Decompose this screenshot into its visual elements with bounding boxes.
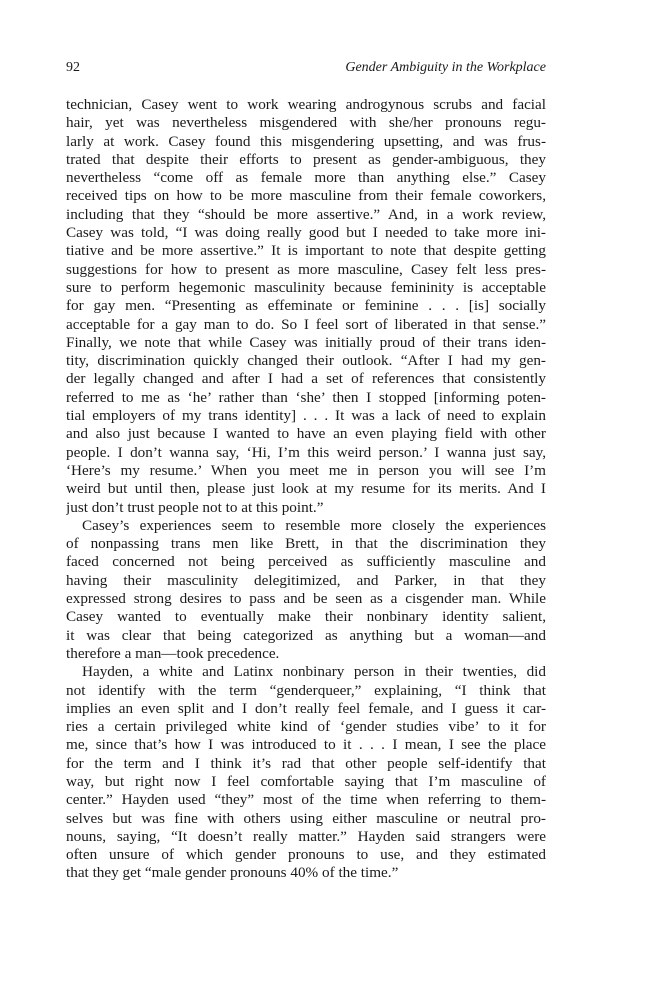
text-line: having their masculinity delegitimized, and Parker, in that they <box>66 571 546 589</box>
text-line: for the term and I think it’s rad that other people self-identify that <box>66 754 546 772</box>
text-line: expressed strong desires to pass and be seen as a cisgender man. While <box>66 590 546 608</box>
running-head: Gender Ambiguity in the Workplace <box>345 60 546 75</box>
text-line: sure to perform hegemonic masculinity because femininity is acceptable <box>66 278 546 296</box>
paragraph-start-line: Casey’s experiences seem to resemble more closely the experiences <box>82 516 546 534</box>
text-line: center.” Hayden used “they” most of the time when referring to them- <box>66 791 546 809</box>
text-line: just don’t trust people not to at this point.” <box>66 498 324 516</box>
text-line: suggestions for how to present as more masculine, Casey felt less pres- <box>66 260 546 278</box>
text-line: ries a certain privileged white kind of ‘gender studies vibe’ to it for <box>66 718 546 736</box>
text-line: trated that despite their efforts to present as gender-ambiguous, they <box>66 150 546 168</box>
page-header <box>66 60 546 80</box>
text-line: it was clear that being categorized as anything but a woman—and <box>66 626 546 644</box>
text-line: faced concerned not being perceived as sufficiently masculine and <box>66 553 546 571</box>
text-line: tiative and be more assertive.” It is important to note that despite getting <box>66 242 546 260</box>
text-line: nevertheless “come off as female more than anything else.” Casey <box>66 169 546 187</box>
text-line: people. I don’t wanna say, ‘Hi, I’m this weird person.’ I wanna just say, <box>66 443 546 461</box>
page-number: 92 <box>66 60 80 75</box>
text-line: often unsure of which gender pronouns to use, and they estimated <box>66 846 546 864</box>
text-line: Casey was told, “I was doing really good but I needed to take more ini- <box>66 224 546 242</box>
text-line: hair, yet was nevertheless misgendered with she/her pronouns regu- <box>66 114 546 132</box>
text-line: implies an even split and I don’t really feel female, and I guess it car- <box>66 699 546 717</box>
text-line: Casey wanted to eventually make their nonbinary identity salient, <box>66 608 546 626</box>
text-line: that they get “male gender pronouns 40% of the time.” <box>66 864 399 882</box>
text-line: der legally changed and after I had a set of references that consistently <box>66 370 546 388</box>
text-line: weird but until then, please just look at my resume for its merits. And I <box>66 480 546 498</box>
body-text <box>66 96 546 883</box>
text-line: referred to me as ‘he’ rather than ‘she’ then I stopped [informing poten- <box>66 388 546 406</box>
text-line: way, but right now I feel comfortable saying that I’m masculine of <box>66 772 546 790</box>
text-line: not identify with the term “genderqueer,” explaining, “I think that <box>66 681 546 699</box>
text-line: nouns, saying, “It doesn’t really matter.” Hayden said strangers were <box>66 827 546 845</box>
text-line: of nonpassing trans men like Brett, in that the discrimination they <box>66 535 546 553</box>
text-line: and also just because I wanted to have an even playing field with other <box>66 425 546 443</box>
text-line: me, since that’s how I was introduced to it . . . I mean, I see the place <box>66 736 546 754</box>
text-line: selves but was fine with others using either masculine or neutral pro- <box>66 809 546 827</box>
text-line: ‘Here’s my resume.’ When you meet me in person you will see I’m <box>66 461 546 479</box>
text-line: therefore a man—took precedence. <box>66 644 280 662</box>
text-line: larly at work. Casey found this misgendering upsetting, and was frus- <box>66 132 546 150</box>
text-line: including that they “should be more assertive.” And, in a work review, <box>66 205 546 223</box>
text-line: Finally, we note that while Casey was initially proud of their trans iden- <box>66 333 546 351</box>
text-line: acceptable for a gay man to do. So I feel sort of liberated in that sense.” <box>66 315 546 333</box>
paragraph-start-line: Hayden, a white and Latinx nonbinary person in their twenties, did <box>82 663 546 681</box>
text-line: tity, discrimination quickly changed their outlook. “After I had my gen- <box>66 352 546 370</box>
text-line: tial employers of my trans identity] . . . It was a lack of need to explain <box>66 407 546 425</box>
text-line: received tips on how to be more masculine from their female coworkers, <box>66 187 546 205</box>
text-line: for gay men. “Presenting as effeminate or feminine . . . [is] socially <box>66 297 546 315</box>
book-page <box>66 60 546 883</box>
text-line: technician, Casey went to work wearing androgynous scrubs and facial <box>66 96 546 113</box>
